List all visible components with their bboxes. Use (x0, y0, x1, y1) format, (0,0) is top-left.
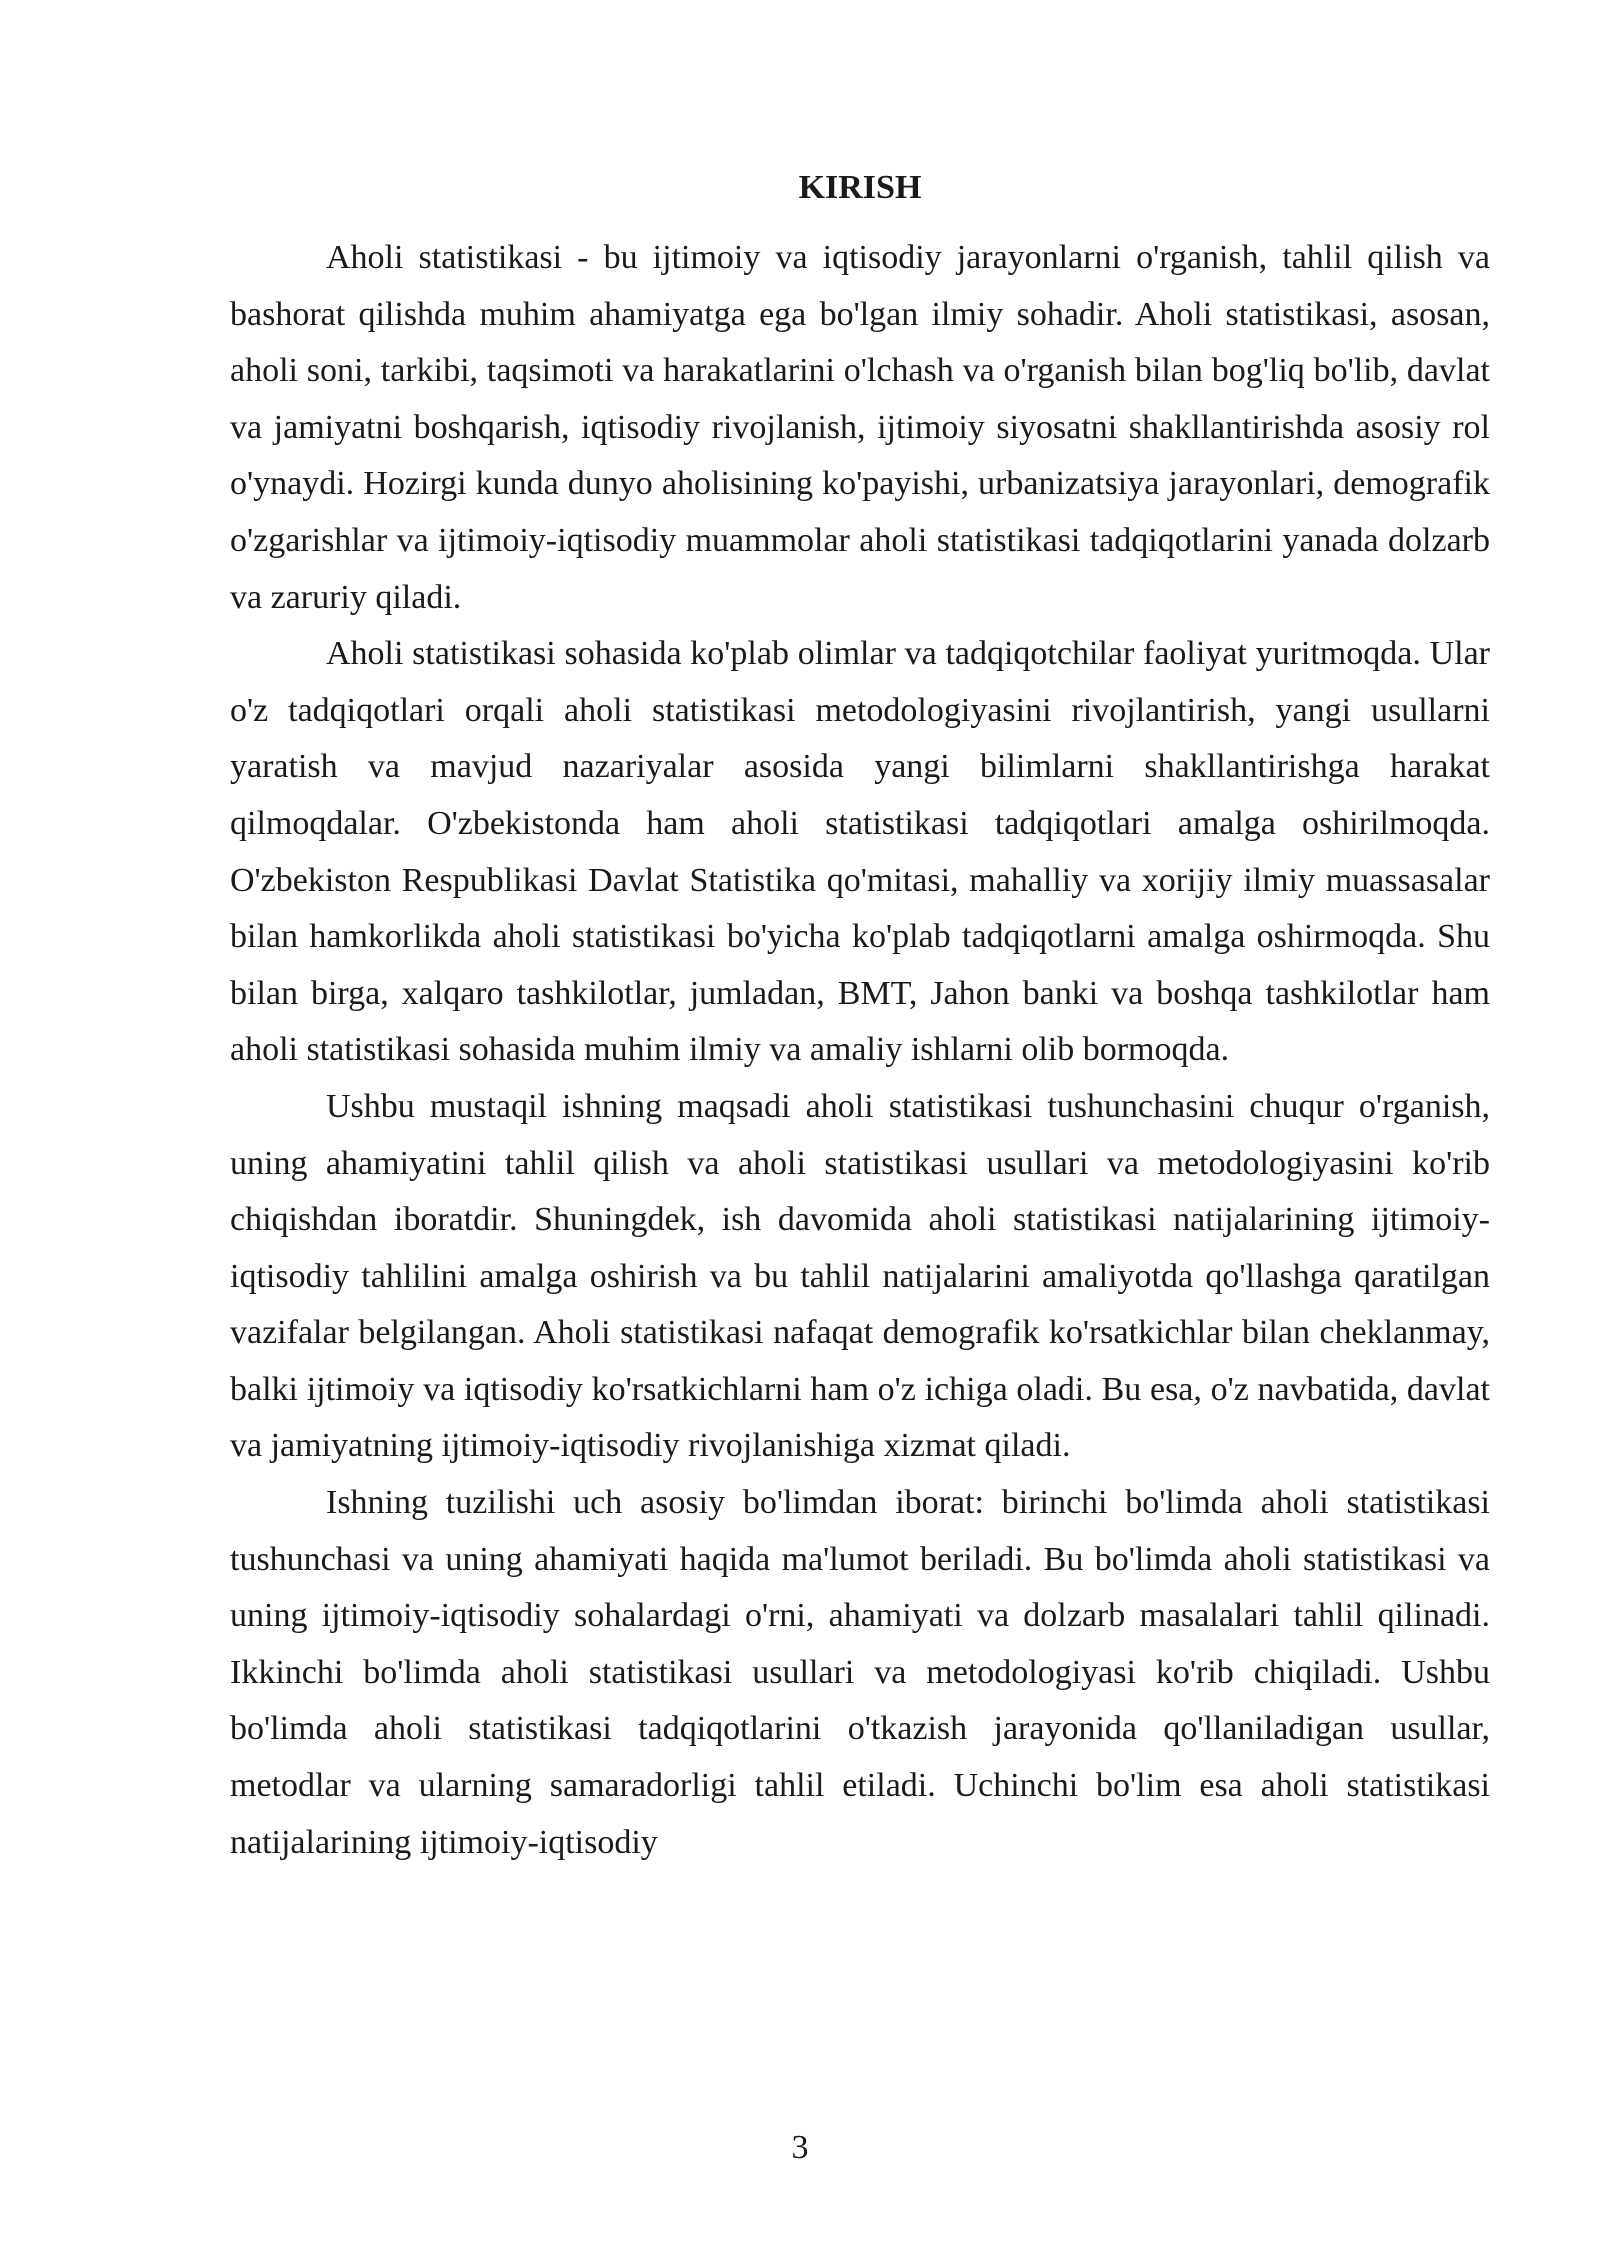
paragraph-2: Aholi statistikasi sohasida ko'plab olimlar va tadqiqotchilar faoliyat yuritmoqda. Ular o'z tadqiqotlari orqali aholi statistikasi metodologiyasini rivojlantirish, yangi usullarni yaratish va mavjud nazariyalar asosida yangi bilimlarni shakllantirishga harakat qilmoqdalar. O'zbekistonda ham aholi statistikasi tadqiqotlari amalga oshirilmoqda. O'zbekiston Respublikasi Davlat Statistika qo'mitasi, mahalliy va xorijiy ilmiy muassasalar bilan hamkorlikda aholi statistikasi bo'yicha ko'plab tadqiqotlarni amalga oshirmoqda. Shu bilan birga, xalqaro tashkilotlar, jumladan, BMT, Jahon banki va boshqa tashkilotlar ham aholi statistikasi sohasida muhim ilmiy va amaliy ishlarni olib bormoqda. (230, 635, 1490, 1069)
document-body (230, 160, 1490, 1871)
paragraph-3: Ushbu mustaqil ishning maqsadi aholi statistikasi tushunchasini chuqur o'rganish, uning ahamiyatini tahlil qilish va aholi statistikasi usullari va metodologiyasini ko'rib chiqishdan iboratdir. Shuningdek, ish davomida aholi statistikasi natijalarining ijtimoiy-iqtisodiy tahlilini amalga oshirish va bu tahlil natijalarini amaliyotda qo'llashga qaratilgan vazifalar belgilangan. Aholi statistikasi nafaqat demografik ko'rsatkichlar bilan cheklanmay, balki ijtimoiy va iqtisodiy ko'rsatkichlarni ham o'z ichiga oladi. Bu esa, o'z navbatida, davlat va jamiyatning ijtimoiy-iqtisodiy rivojlanishiga xizmat qiladi. (230, 1087, 1490, 1465)
paragraph-4: Ishning tuzilishi uch asosiy bo'limdan iborat: birinchi bo'limda aholi statistikasi tushunchasi va uning ahamiyati haqida ma'lumot beriladi. Bu bo'limda aholi statistikasi va uning ijtimoiy-iqtisodiy sohalardagi o'rni, ahamiyati va dolzarb masalalari tahlil qilinadi. Ikkinchi bo'limda aholi statistikasi usullari va metodologiyasi ko'rib chiqiladi. Ushbu bo'limda aholi statistikasi tadqiqotlarini o'tkazish jarayonida qo'llaniladigan usullar, metodlar va ularning samaradorligi tahlil etiladi. Uchinchi bo'lim esa aholi statistikasi natijalarining ijtimoiy-iqtisodiy (230, 1484, 1490, 1861)
page-number: 3 (791, 2129, 809, 2166)
section-title: KIRISH (798, 169, 922, 206)
paragraph-1: Aholi statistikasi - bu ijtimoiy va iqtisodiy jarayonlarni o'rganish, tahlil qilish va bashorat qilishda muhim ahamiyatga ega bo'lgan ilmiy sohadir. Aholi statistikasi, asosan, aholi soni, tarkibi, taqsimoti va harakatlarini o'lchash va o'rganish bilan bog'liq bo'lib, davlat va jamiyatni boshqarish, iqtisodiy rivojlanish, ijtimoiy siyosatni shakllantirishda asosiy rol o'ynaydi. Hozirgi kunda dunyo aholisining ko'payishi, urbanizatsiya jarayonlari, demografik o'zgarishlar va ijtimoiy-iqtisodiy muammolar aholi statistikasi tadqiqotlarini yanada dolzarb va zaruriy qiladi. (230, 239, 1490, 616)
